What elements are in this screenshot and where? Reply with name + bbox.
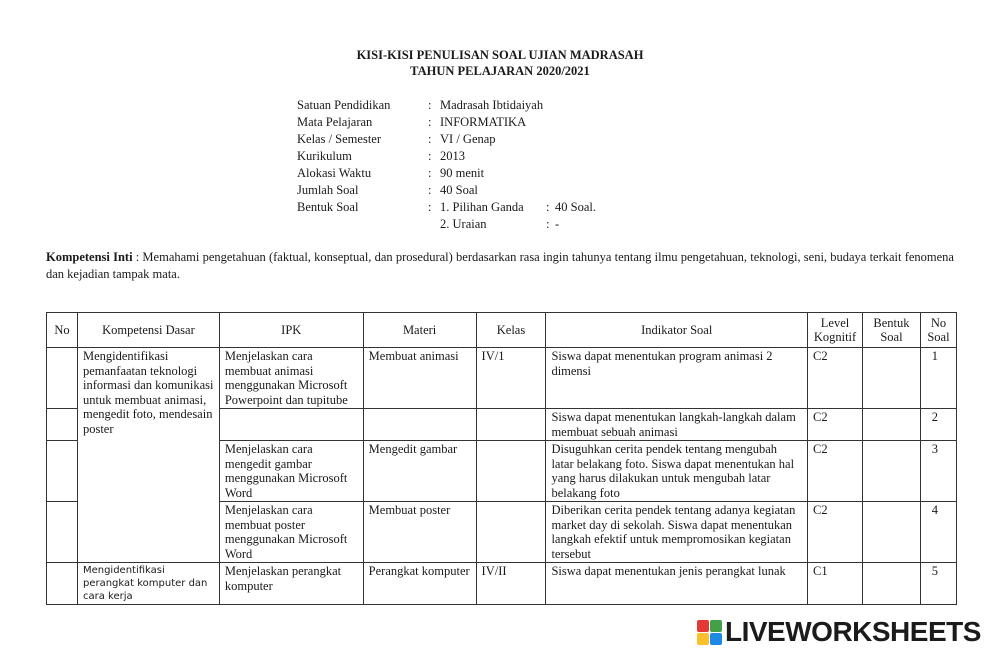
cell-kelas bbox=[476, 409, 546, 441]
cell-no-soal: 1 bbox=[920, 348, 956, 409]
liveworksheets-logo-icon bbox=[697, 620, 722, 645]
cell-indikator: Siswa dapat menentukan jenis perangkat lunak bbox=[546, 563, 808, 605]
cell-kompetensi-dasar: Mengidentifikasi pemanfaatan teknologi informasi dan komunikasi untuk membuat animasi, mengedit foto, mendesain poster bbox=[77, 348, 219, 563]
cell-indikator: Siswa dapat menentukan program animasi 2 dimensi bbox=[546, 348, 808, 409]
table-row bbox=[47, 348, 957, 409]
cell-no-soal: 3 bbox=[920, 441, 956, 502]
cell-bentuk bbox=[863, 441, 921, 502]
cell-ipk: Menjelaskan perangkat komputer bbox=[219, 563, 363, 605]
table-header-row bbox=[47, 313, 957, 348]
cell-materi: Mengedit gambar bbox=[363, 441, 476, 502]
cell-no bbox=[47, 441, 78, 502]
logo-square bbox=[697, 633, 709, 645]
cell-no bbox=[47, 502, 78, 563]
cell-bentuk bbox=[863, 502, 921, 563]
liveworksheets-logo bbox=[697, 617, 981, 647]
cell-materi bbox=[363, 409, 476, 441]
meta-colon: : bbox=[428, 200, 432, 214]
cell-materi: Membuat poster bbox=[363, 502, 476, 563]
logo-square bbox=[710, 633, 722, 645]
kisi-table bbox=[46, 312, 957, 605]
meta-colon: : bbox=[428, 115, 432, 129]
cell-kelas: IV/II bbox=[476, 563, 546, 605]
cell-no-soal: 5 bbox=[920, 563, 956, 605]
cell-level: C2 bbox=[808, 441, 863, 502]
kompetensi-inti bbox=[46, 249, 954, 283]
cell-kelas bbox=[476, 502, 546, 563]
cell-kelas bbox=[476, 441, 546, 502]
meta-value: 40 Soal bbox=[440, 183, 478, 197]
cell-level: C1 bbox=[808, 563, 863, 605]
cell-ipk bbox=[219, 409, 363, 441]
document-title: KISI-KISI PENULISAN SOAL UJIAN MADRASAH bbox=[356, 48, 644, 62]
meta-colon: : bbox=[428, 183, 432, 197]
cell-bentuk bbox=[863, 563, 921, 605]
meta-value: 2013 bbox=[440, 149, 465, 163]
meta-value: 90 menit bbox=[440, 166, 485, 180]
header-no-soal: No Soal bbox=[920, 313, 956, 348]
header-no: No bbox=[47, 313, 78, 348]
cell-no bbox=[47, 348, 78, 409]
kompetensi-inti-text: : Memahami pengetahuan (faktual, konseptual, dan prosedural) berdasarkan rasa ingin tahunya tentang ilmu pengetahuan, teknologi, seni, budaya terkait fenomena dan kejadian tampak mata. bbox=[46, 250, 954, 281]
meta-value: Madrasah Ibtidaiyah bbox=[440, 98, 544, 112]
meta-value: 1. Pilihan Ganda bbox=[440, 200, 524, 214]
liveworksheets-logo-text: LIVEWORKSHEETS bbox=[725, 616, 981, 647]
cell-no bbox=[47, 563, 78, 605]
meta-value: INFORMATIKA bbox=[440, 115, 527, 129]
cell-ipk: Menjelaskan cara mengedit gambar menggunakan Microsoft Word bbox=[219, 441, 363, 502]
meta-colon: : bbox=[546, 217, 550, 231]
cell-materi: Perangkat komputer bbox=[363, 563, 476, 605]
document-subtitle: TAHUN PELAJARAN 2020/2021 bbox=[410, 64, 590, 78]
cell-level: C2 bbox=[808, 409, 863, 441]
meta-colon: : bbox=[428, 166, 432, 180]
cell-level: C2 bbox=[808, 348, 863, 409]
header-level: Level Kognitif bbox=[808, 313, 863, 348]
meta-label: Kelas / Semester bbox=[297, 132, 382, 146]
cell-kompetensi-dasar: Mengidentifikasi perangkat komputer dan cara kerja bbox=[77, 563, 219, 605]
meta-label: Kurikulum bbox=[297, 149, 352, 163]
cell-no bbox=[47, 409, 78, 441]
meta-colon: : bbox=[546, 200, 550, 214]
cell-no-soal: 4 bbox=[920, 502, 956, 563]
cell-indikator: Diberikan cerita pendek tentang adanya kegiatan market day di sekolah. Siswa dapat menentukan langkah efektif untuk mempromosikan kegiatan tersebut bbox=[546, 502, 808, 563]
meta-colon: : bbox=[428, 98, 432, 112]
kompetensi-inti-label: Kompetensi Inti bbox=[46, 250, 133, 264]
meta-label: Satuan Pendidikan bbox=[297, 98, 391, 112]
cell-materi: Membuat animasi bbox=[363, 348, 476, 409]
meta-label: Mata Pelajaran bbox=[297, 115, 373, 129]
cell-indikator: Siswa dapat menentukan langkah-langkah dalam membuat sebuah animasi bbox=[546, 409, 808, 441]
meta-label: Jumlah Soal bbox=[297, 183, 359, 197]
cell-bentuk bbox=[863, 348, 921, 409]
header-ipk: IPK bbox=[219, 313, 363, 348]
meta-subvalue: 40 Soal. bbox=[555, 200, 596, 214]
header-bentuk: Bentuk Soal bbox=[863, 313, 921, 348]
header-kelas: Kelas bbox=[476, 313, 546, 348]
cell-indikator: Disuguhkan cerita pendek tentang mengubah latar belakang foto. Siswa dapat menentukan hal yang harus dilakukan untuk mengubah latar belakang foto bbox=[546, 441, 808, 502]
cell-ipk: Menjelaskan cara membuat animasi menggunakan Microsoft Powerpoint dan tupitube bbox=[219, 348, 363, 409]
cell-ipk: Menjelaskan cara membuat poster menggunakan Microsoft Word bbox=[219, 502, 363, 563]
logo-square bbox=[697, 620, 709, 632]
header-materi: Materi bbox=[363, 313, 476, 348]
logo-square bbox=[710, 620, 722, 632]
meta-value: VI / Genap bbox=[440, 132, 496, 146]
meta-label: Alokasi Waktu bbox=[297, 166, 372, 180]
meta-colon: : bbox=[428, 132, 432, 146]
meta-colon: : bbox=[428, 149, 432, 163]
meta-label: Bentuk Soal bbox=[297, 200, 359, 214]
header-indikator: Indikator Soal bbox=[546, 313, 808, 348]
cell-kelas: IV/1 bbox=[476, 348, 546, 409]
header-kompetensi-dasar: Kompetensi Dasar bbox=[77, 313, 219, 348]
cell-level: C2 bbox=[808, 502, 863, 563]
meta-value: 2. Uraian bbox=[440, 217, 487, 231]
table-row bbox=[47, 563, 957, 605]
meta-subvalue: - bbox=[555, 217, 560, 231]
cell-no-soal: 2 bbox=[920, 409, 956, 441]
cell-bentuk bbox=[863, 409, 921, 441]
